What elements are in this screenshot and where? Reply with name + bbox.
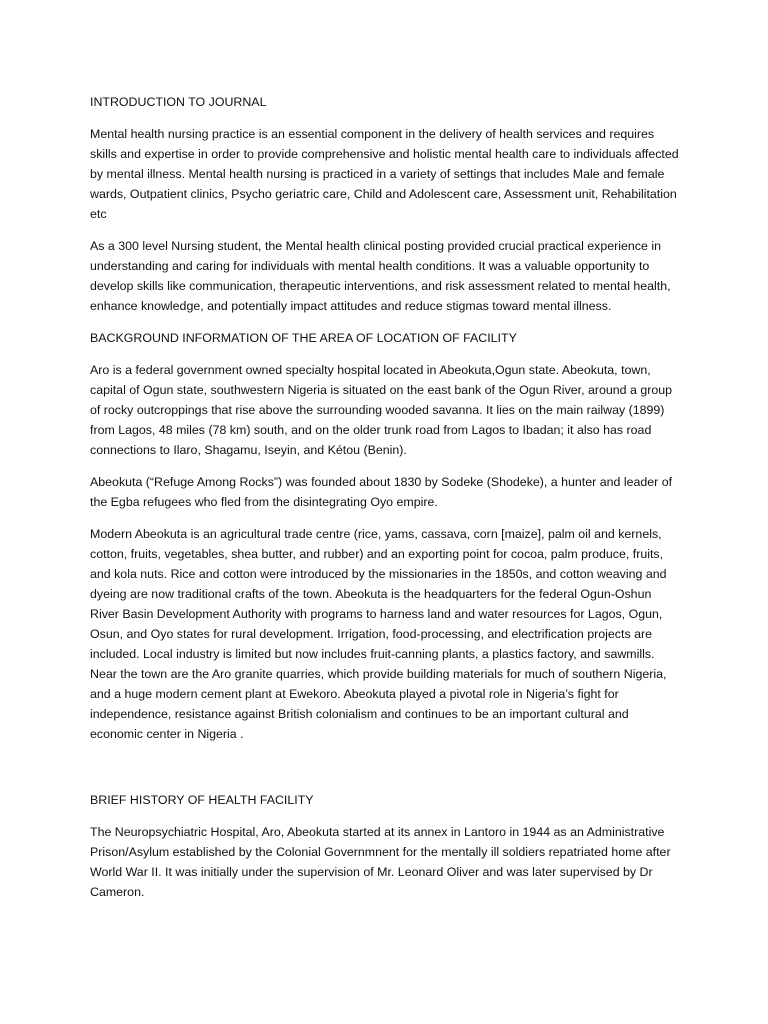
paragraph-hospital-history: The Neuropsychiatric Hospital, Aro, Abeokuta started at its annex in Lantoro in 1944 as an Administrative Prison/Asylum established by the Colonial Governmnent for the mentally ill soldiers repatriated home after World War II. It was initially under the supervision of Mr. Leonard Oliver and was later supervised by Dr Cameron. xyxy=(90,825,671,899)
blank-line xyxy=(90,756,680,790)
heading-background: BACKGROUND INFORMATION OF THE AREA OF LOCATION OF FACILITY xyxy=(90,331,517,345)
paragraph-intro-nursing: Mental health nursing practice is an essential component in the delivery of health services and requires skills and expertise in order to provide comprehensive and holistic mental health care to individuals affected by mental illness. Mental health nursing is practiced in a variety of settings that includes Male and female wards, Outpatient clinics, Psycho geriatric care, Child and Adolescent care, Assessment unit, Rehabilitation etc xyxy=(90,127,679,221)
paragraph-aro-location: Aro is a federal government owned specialty hospital located in Abeokuta,Ogun state. Abeokuta, town, capital of Ogun state, southwestern Nigeria is situated on the east bank of the Ogun River, around a group of rocky outcroppings that rise above the surrounding wooded savanna. It lies on the main railway (1899) from Lagos, 48 miles (78 km) south, and on the older trunk road from Lagos to Ibadan; it also has road connections to Ilaro, Shagamu, Iseyin, and Kétou (Benin). xyxy=(90,363,673,457)
document-body xyxy=(90,92,680,914)
heading-history: BRIEF HISTORY OF HEALTH FACILITY xyxy=(90,793,314,807)
paragraph-abeokuta-founding: Abeokuta (“Refuge Among Rocks”) was founded about 1830 by Sodeke (Shodeke), a hunter and leader of the Egba refugees who fled from the disintegrating Oyo empire. xyxy=(90,475,673,509)
paragraph-modern-abeokuta: Modern Abeokuta is an agricultural trade centre (rice, yams, cassava, corn [maize], palm oil and kernels, cotton, fruits, vegetables, shea butter, and rubber) and an exporting point for cocoa, palm produce, fruits, and kola nuts. Rice and cotton were introduced by the missionaries in the 1850s, and cotton weaving and dyeing are now traditional crafts of the town. Abeokuta is the headquarters for the federal Ogun-Oshun River Basin Development Authority with programs to harness land and water resources for Lagos, Ogun, Osun, and Oyo states for rural development. Irrigation, food-processing, and electrification projects are included. Local industry is limited but now includes fruit-canning plants, a plastics factory, and sawmills. Near the town are the Aro granite quarries, which provide building materials for much of southern Nigeria, and a huge modern cement plant at Ewekoro. Abeokuta played a pivotal role in Nigeria’s fight for independence, resistance against British colonialism and continues to be an important cultural and economic center in Nigeria . xyxy=(90,527,667,741)
paragraph-student-posting: As a 300 level Nursing student, the Mental health clinical posting provided crucial practical experience in understanding and caring for individuals with mental health conditions. It was a valuable opportunity to develop skills like communication, therapeutic interventions, and risk assessment related to mental health, enhance knowledge, and potentially impact attitudes and reduce stigmas toward mental illness. xyxy=(90,239,671,313)
heading-introduction: INTRODUCTION TO JOURNAL xyxy=(90,95,267,109)
